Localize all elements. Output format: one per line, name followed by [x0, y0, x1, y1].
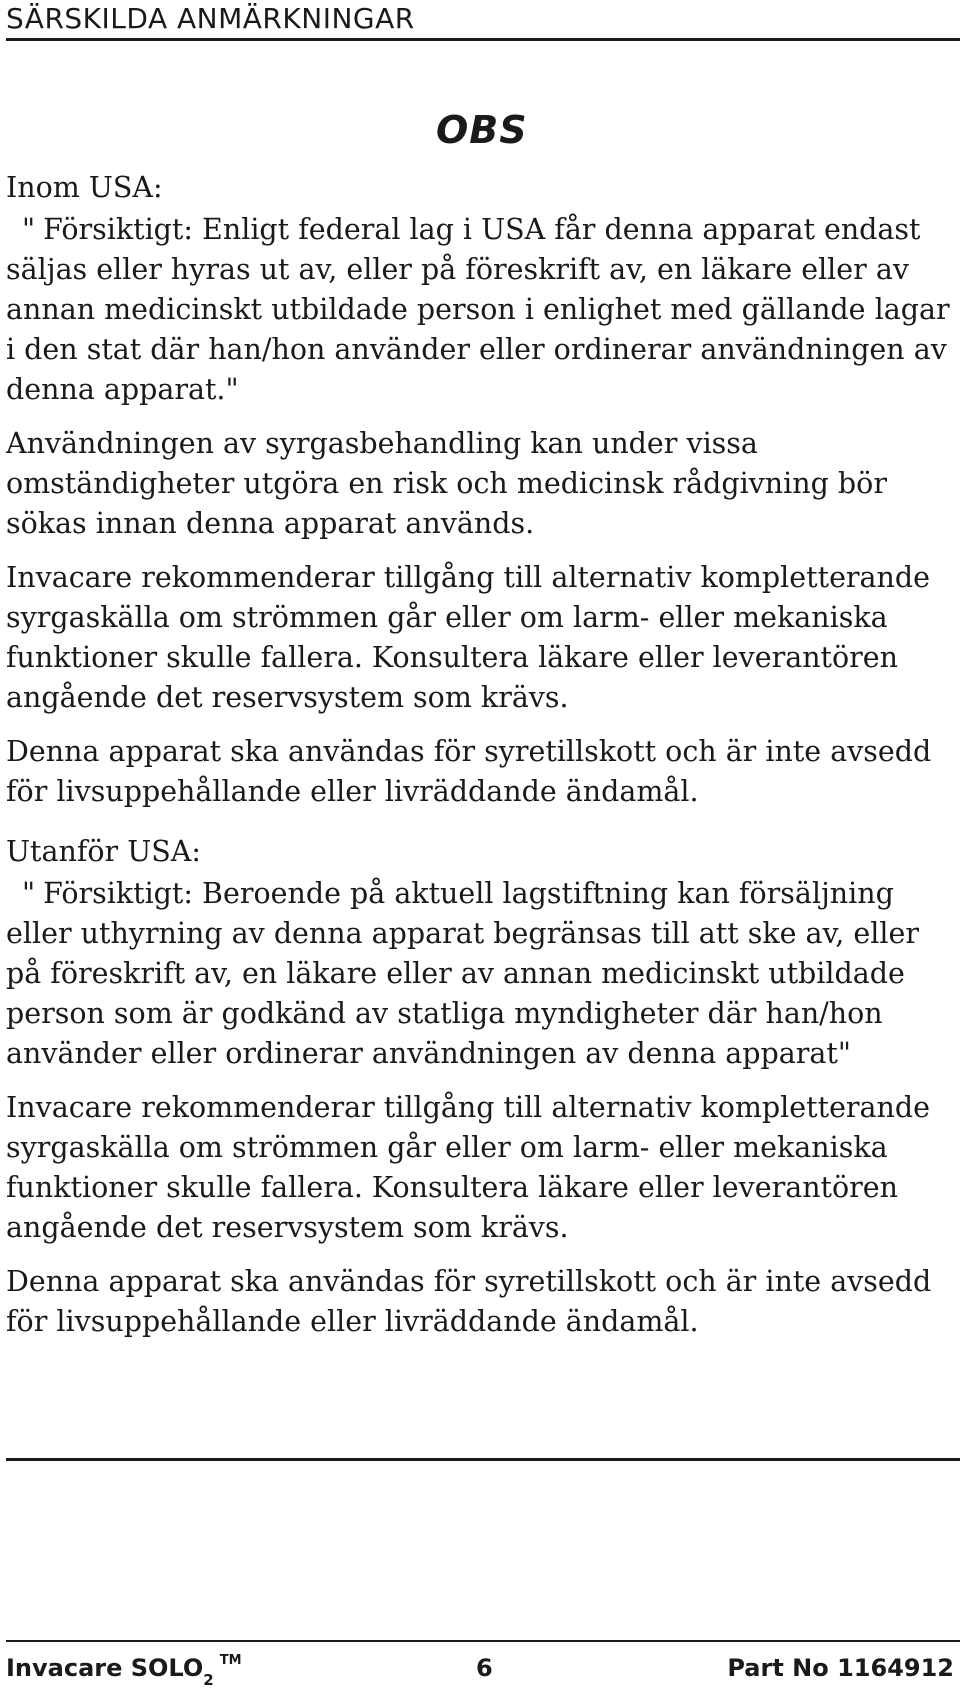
usa-caution-quote: [6, 210, 954, 410]
footer-rule: [6, 1640, 960, 1642]
usa-section-label: Inom USA:: [6, 171, 163, 204]
notice-heading: OBS: [436, 108, 528, 152]
product-name: Invacare SOLO: [6, 1654, 204, 1682]
opening-quote-mark: ": [22, 877, 36, 910]
part-number: Part No 1164912: [727, 1654, 954, 1682]
usa-paragraph-backup: Invacare rekommenderar tillgång till alternativ kompletterande syrgaskälla om strömmen går eller om larm- eller mekaniska funktioner skulle fallera. Konsultera läkare eller leverantören angående det reservsystem som krävs.: [6, 561, 931, 714]
header-rule: [6, 38, 960, 41]
section-header: SÄRSKILDA ANMÄRKNINGAR: [6, 2, 415, 35]
product-subscript: 2: [203, 1671, 214, 1689]
usa-caution-text: Försiktigt: Enligt federal lag i USA får denna apparat endast säljas eller hyras ut av, eller på föreskrift av, en läkare eller av annan medicinskt utbildade person i enlighet med gällande lagar i den stat där han/hon använder eller ordinerar användningen av denna apparat.": [6, 213, 950, 406]
usa-paragraph-purpose: Denna apparat ska användas för syretillskott och är inte avsedd för livsuppehållande eller livräddande ändamål.: [6, 735, 932, 808]
section-end-rule: [6, 1458, 960, 1461]
outside-usa-paragraph-backup: Invacare rekommenderar tillgång till alternativ kompletterande syrgaskälla om strömmen går eller om larm- eller mekaniska funktioner skulle fallera. Konsultera läkare eller leverantören angående det reservsystem som krävs.: [6, 1091, 931, 1244]
opening-quote-mark: ": [22, 213, 36, 246]
document-body: [6, 168, 954, 1342]
outside-usa-paragraph-purpose: Denna apparat ska användas för syretillskott och är inte avsedd för livsuppehållande eller livräddande ändamål.: [6, 1265, 932, 1338]
page-number: 6: [476, 1654, 493, 1682]
outside-usa-section-label: Utanför USA:: [6, 835, 201, 868]
page-footer: [6, 1650, 954, 1690]
trademark-mark: TM: [219, 1653, 242, 1668]
outside-usa-caution-text: Försiktigt: Beroende på aktuell lagstiftning kan försäljning eller uthyrning av denna apparat begränsas till att ske av, eller på föreskrift av, en läkare eller av annan medicinskt utbildade person som är godkänd av statliga myndigheter där han/hon använder eller ordinerar användningen av denna apparat": [6, 877, 919, 1070]
usa-paragraph-risk: Användningen av syrgasbehandling kan under vissa omständigheter utgöra en risk och medicinsk rådgivning bör sökas innan denna apparat används.: [6, 427, 887, 540]
footer-product: [6, 1653, 242, 1689]
outside-usa-caution-quote: [6, 874, 954, 1074]
